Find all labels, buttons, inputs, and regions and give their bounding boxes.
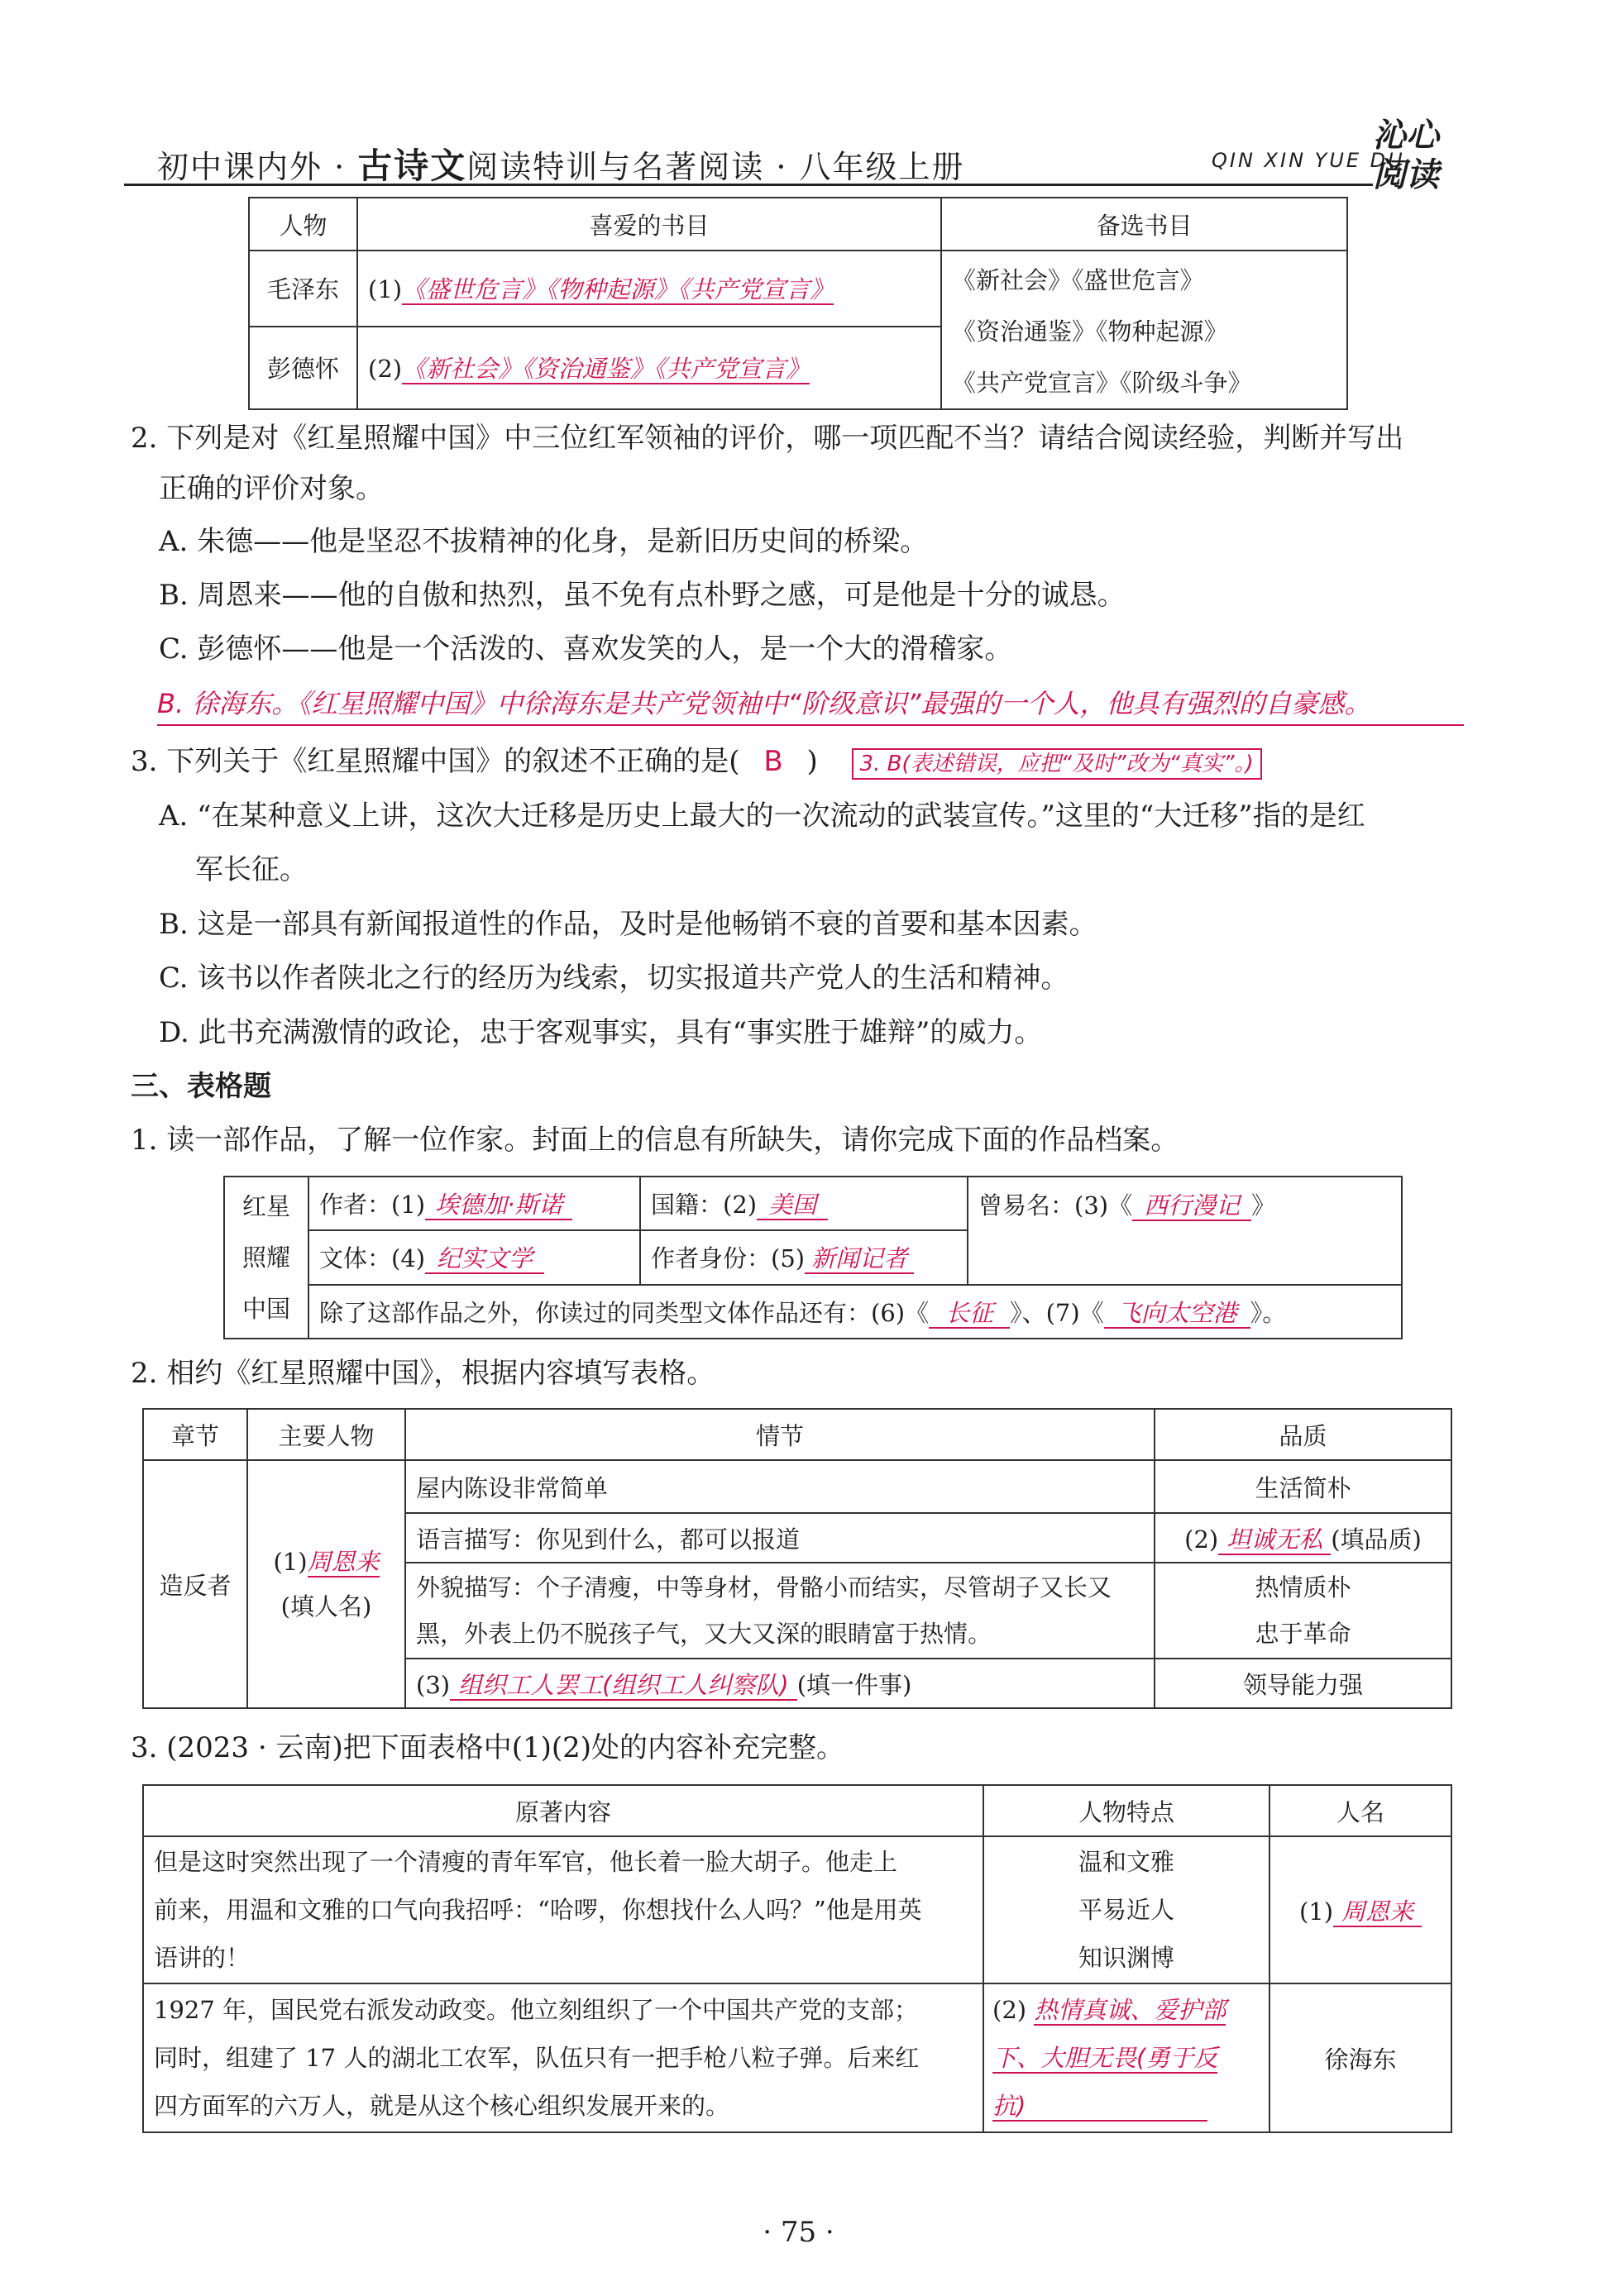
chapter-plot-4-num: (3) (416, 1670, 451, 1699)
archive-identity-answer: 新闻记者 (805, 1244, 914, 1274)
chapter-plot-4-answer: 组织工人罢工(组织工人纠察队) (450, 1671, 797, 1701)
chapter-quality-2-cell (1155, 1513, 1451, 1563)
archive-author-label: 作者：(1) (319, 1191, 426, 1220)
archive-similar-7: 飞向太空港 (1104, 1299, 1250, 1329)
archive-former-label: 曾易名：(3)《 (978, 1191, 1133, 1220)
archive-identity-cell (640, 1230, 968, 1284)
chapter-quality-3b: 忠于革命 (1255, 1620, 1351, 1648)
yunnan-row2-text (143, 1983, 983, 2132)
archive-former-end: 》 (1251, 1191, 1276, 1220)
s3-q3-stem: 3. (2023 · 云南)把下面表格中(1)(2)处的内容补充完整。 (131, 1731, 845, 1764)
books-header-favorite: 喜爱的书目 (357, 198, 941, 251)
archive-author-answer: 埃德加·斯诺 (425, 1191, 572, 1220)
series-prefix: 初中课内外 · (157, 149, 358, 185)
yunnan-row2-line3: 四方面军的六万人，就是从这个核心组织发展开来的。 (154, 2092, 730, 2120)
books-num-2: (2) (368, 355, 403, 384)
yunnan-trait-3: 知识渊博 (1078, 1944, 1174, 1972)
chapter-person-answer: 周恩来 (307, 1548, 380, 1576)
archive-title-2: 照耀 (241, 1243, 290, 1272)
q3-option-a-2: 军长征。 (195, 853, 308, 886)
series-suffix: 阅读特训与名著阅读 · 八年级上册 (466, 149, 965, 185)
header-rule (124, 184, 1373, 186)
q3-stem: 3. 下列关于《红星照耀中国》的叙述不正确的是( (131, 745, 740, 778)
books-num-1: (1) (368, 275, 403, 304)
books-answer-cell-2 (357, 327, 941, 409)
chapter-quality-3a: 热情质朴 (1255, 1573, 1351, 1601)
books-header-person: 人物 (249, 198, 357, 251)
yunnan-header-traits: 人物特点 (983, 1785, 1269, 1836)
archive-nationality-cell (640, 1177, 968, 1230)
archive-identity-label: 作者身份：(5) (651, 1244, 806, 1273)
archive-similar-mid: 》、(7)《 (1010, 1298, 1104, 1327)
yunnan-header-name: 人名 (1269, 1785, 1451, 1836)
books-person-2: 彭德怀 (249, 327, 357, 409)
books-table (248, 197, 1348, 410)
archive-genre-answer: 纪实文学 (425, 1244, 544, 1274)
q2-option-c: C. 彭德怀——他是一个活泼的、喜欢发笑的人，是一个大的滑稽家。 (159, 632, 1013, 666)
chapter-name: 造反者 (143, 1460, 247, 1708)
yunnan-row2-trait-line2 (992, 2034, 1260, 2082)
chapter-plot-4-hint: (填一件事) (796, 1670, 912, 1699)
chapter-plot-3a: 外貌描写：个子清瘦，中等身材，骨骼小而结实，尽管胡子又长又 (416, 1573, 1112, 1601)
q2-stem-1: 2. 下列是对《红星照耀中国》中三位红军领袖的评价，哪一项匹配不当？请结合阅读经验，判断并写出 (131, 422, 1404, 455)
series-title (157, 139, 965, 189)
yunnan-row2-trait-num: (2) (992, 1996, 1027, 2024)
chapter-plot-4-cell (405, 1659, 1155, 1708)
page-number: · 75 · (763, 2216, 834, 2249)
yunnan-row2-name: 徐海东 (1269, 1983, 1451, 2132)
books-answer-2: 《新社会》《资治通鉴》《共产党宣言》 (402, 355, 810, 384)
q2-option-b: B. 周恩来——他的自傲和热烈，虽不免有点朴野之感，可是他是十分的诚恳。 (159, 579, 1126, 612)
chapter-quality-4: 领导能力强 (1155, 1659, 1451, 1708)
chapter-plot-2: 语言描写：你见到什么，都可以报道 (405, 1513, 1155, 1563)
archive-nationality-answer: 美国 (757, 1191, 828, 1220)
brand-cn-1: 沁心 (1373, 117, 1439, 155)
archive-genre-label: 文体：(4) (319, 1244, 426, 1273)
chapter-person-line (258, 1539, 394, 1584)
chapter-plot-1: 屋内陈设非常简单 (405, 1460, 1155, 1513)
chapter-plot-3b: 黑，外表上仍不脱孩子气，又大又深的眼睛富于热情。 (416, 1620, 992, 1648)
chapter-header-person: 主要人物 (247, 1409, 405, 1460)
yunnan-row1-line2: 前来，用温和文雅的口气向我招呼：“哈啰，你想找什么人吗？”他是用英 (154, 1896, 922, 1924)
yunnan-row2-trait-line3 (992, 2082, 1260, 2130)
section3-title: 三、表格题 (131, 1070, 271, 1103)
archive-similar-label: 除了这部作品之外，你读过的同类型文体作品还有：(6)《 (319, 1298, 930, 1327)
q3-option-b: B. 这是一部具有新闻报道性的作品，及时是他畅销不衰的首要和基本因素。 (159, 908, 1097, 941)
q3-answer: B (763, 745, 783, 778)
yunnan-row2-trait-2: 下、大胆无畏(勇于反 (992, 2044, 1218, 2072)
yunnan-table (142, 1784, 1452, 2133)
yunnan-trait-1: 温和文雅 (1078, 1848, 1174, 1876)
yunnan-row1-name-cell (1269, 1836, 1451, 1983)
yunnan-row1-name-num: (1) (1298, 1897, 1334, 1926)
yunnan-row1-text (143, 1836, 983, 1983)
q3-option-d: D. 此书充满激情的政论，忠于客观事实，具有“事实胜于雄辩”的威力。 (159, 1016, 1043, 1049)
chapter-header-plot: 情节 (405, 1409, 1155, 1460)
archive-title-1: 红星 (241, 1192, 290, 1220)
chapter-person-cell (247, 1460, 405, 1708)
archive-former-name-cell (968, 1177, 1402, 1285)
q2-answer: B. 徐海东。《红星照耀中国》中徐海东是共产党领袖中“阶级意识”最强的一个人，他具有强烈的自豪感。 (157, 683, 1464, 726)
yunnan-row1-traits (983, 1836, 1269, 1983)
books-answer-cell-1 (357, 251, 941, 327)
books-option-2: 《资治通鉴》《物种起源》 (952, 317, 1228, 346)
q3-option-a-1: A. “在某种意义上讲，这次大迁移是历史上最大的一次流动的武装宣传。”这里的“大迁移”指的是红 (159, 800, 1365, 833)
chapter-quality-1: 生活简朴 (1155, 1460, 1451, 1513)
chapter-person-hint: (填人名) (280, 1592, 372, 1621)
yunnan-row2-trait-3: 抗) (992, 2092, 1207, 2122)
books-answer-1: 《盛世危言》《物种起源》《共产党宣言》 (402, 275, 834, 304)
chapter-plot-3 (405, 1563, 1155, 1659)
archive-table (223, 1176, 1403, 1339)
yunnan-header-content: 原著内容 (143, 1785, 983, 1836)
chapter-header-quality: 品质 (1155, 1409, 1451, 1460)
yunnan-row2-line1: 1927 年，国民党右派发动政变。他立刻组织了一个中国共产党的支部； (154, 1996, 919, 2024)
books-options-cell (941, 251, 1347, 409)
chapter-quality-2-answer: 坦诚无私 (1218, 1525, 1331, 1555)
chapter-quality-3 (1155, 1563, 1451, 1659)
brand-logo (1373, 116, 1439, 195)
q2-option-a: A. 朱德——他是坚忍不拔精神的化身，是新旧历史间的桥梁。 (159, 525, 929, 558)
brand-en: QIN XIN YUE DU (1212, 149, 1405, 172)
q3-stem-end: ) (806, 745, 818, 778)
yunnan-row2-trait-cell (983, 1983, 1269, 2132)
q3-option-c: C. 该书以作者陕北之行的经历为线索，切实报道共产党人的生活和精神。 (159, 962, 1069, 995)
archive-genre-cell (308, 1230, 640, 1284)
archive-title-3: 中国 (241, 1295, 290, 1323)
yunnan-row2-trait-line1 (992, 1986, 1260, 2034)
brand-cn-2: 阅读 (1373, 156, 1439, 194)
q2-stem-2: 正确的评价对象。 (159, 472, 384, 505)
s3-q1-stem: 1. 读一部作品，了解一位作家。封面上的信息有所缺失，请你完成下面的作品档案。 (131, 1124, 1179, 1157)
archive-similar-end: 》。 (1250, 1298, 1287, 1327)
archive-nationality-label: 国籍：(2) (651, 1191, 758, 1220)
archive-former-answer: 西行漫记 (1132, 1191, 1251, 1221)
archive-book-title (224, 1177, 308, 1339)
books-header-options: 备选书目 (941, 198, 1347, 251)
chapter-table (142, 1408, 1452, 1709)
yunnan-row1-line1: 但是这时突然出现了一个清瘦的青年军官，他长着一脸大胡子。他走上 (154, 1848, 898, 1876)
books-person-1: 毛泽东 (249, 251, 357, 327)
yunnan-row1-line3: 语讲的！ (154, 1944, 251, 1972)
chapter-person-num: (1) (273, 1548, 308, 1576)
chapter-quality-2-hint: (填品质) (1331, 1525, 1422, 1554)
yunnan-row2-line2: 同时，组建了 17 人的湖北工农军，队伍只有一把手枪八粒子弹。后来红 (154, 2044, 920, 2072)
q3-note: 3. B(表述错误，应把“及时”改为“真实”。) (852, 748, 1262, 780)
yunnan-row2-trait-1: 热情真诚、爱护部 (1034, 1996, 1226, 2024)
books-option-1: 《新社会》《盛世危言》 (952, 266, 1204, 294)
archive-similar-cell (308, 1285, 1402, 1339)
yunnan-row1-name-answer: 周恩来 (1333, 1897, 1422, 1927)
s3-q2-stem: 2. 相约《红星照耀中国》，根据内容填写表格。 (131, 1357, 715, 1390)
page-header (124, 117, 1472, 198)
books-option-3: 《共产党宣言》《阶级斗争》 (952, 369, 1252, 397)
chapter-header-chapter: 章节 (143, 1409, 247, 1460)
series-bold: 古诗文 (357, 146, 467, 186)
archive-similar-6: 长征 (929, 1299, 1010, 1329)
q3-stem-line (131, 741, 1262, 785)
archive-author-cell (308, 1177, 640, 1230)
chapter-quality-2-num: (2) (1184, 1525, 1219, 1554)
yunnan-trait-2: 平易近人 (1078, 1896, 1174, 1924)
